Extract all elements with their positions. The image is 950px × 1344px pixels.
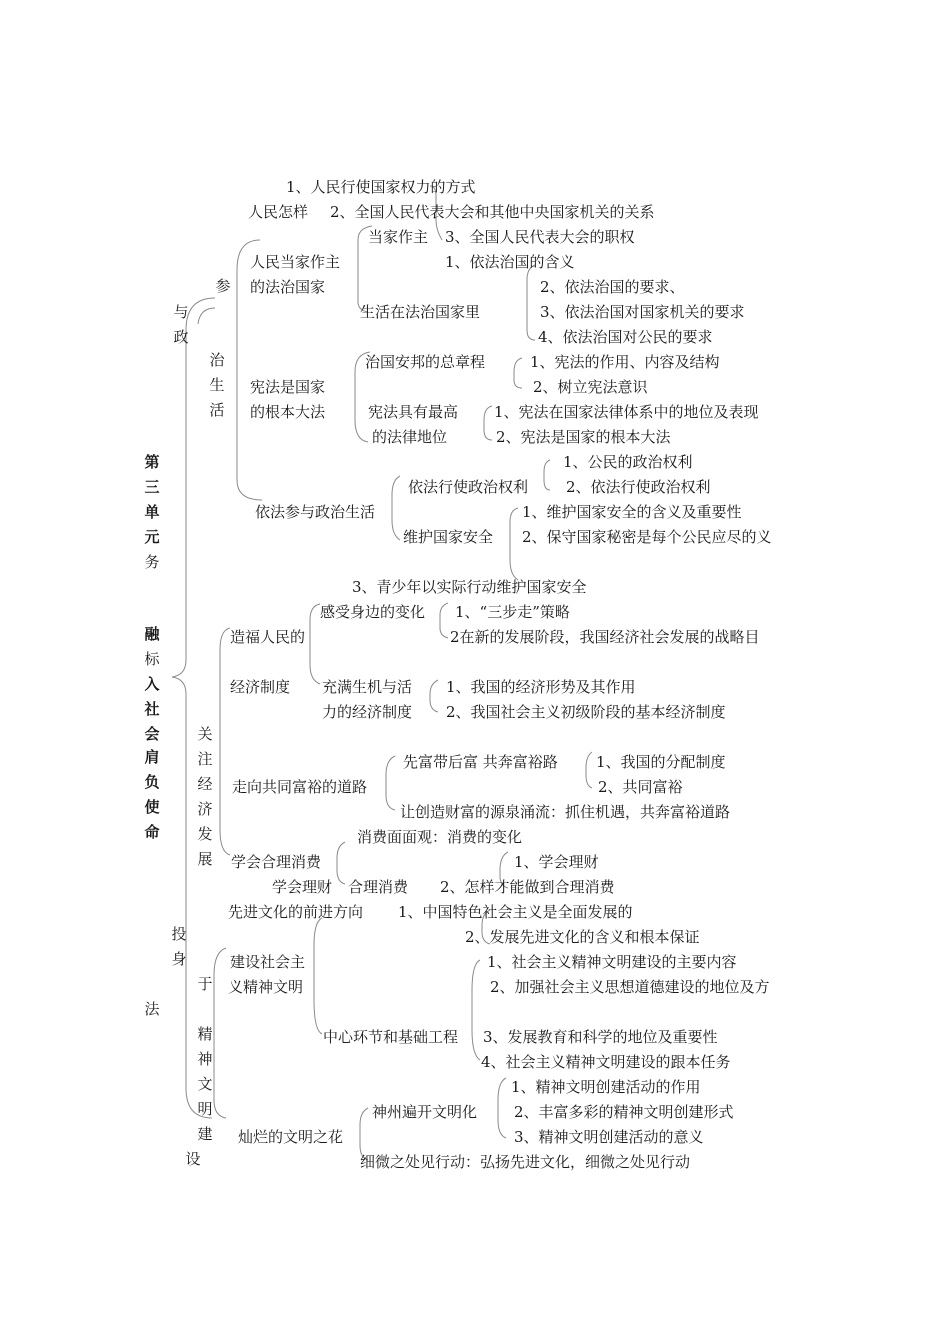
unit-title-biao: 标: [144, 650, 160, 668]
node: 依法行使政治权利: [408, 478, 529, 496]
node: 1、人民行使国家权力的方式: [286, 178, 476, 196]
brace-zuigao: [484, 406, 492, 440]
node: 经济制度: [230, 678, 291, 696]
node: 先进文化的前进方向: [228, 903, 364, 921]
node: 让创造财富的源泉涌流：抓住机遇，共奔富裕道路: [400, 803, 731, 821]
brace-xianfu: [586, 752, 592, 788]
brace-canyu: [392, 476, 400, 540]
node: 2、依法行使政治权利: [566, 478, 711, 496]
node: 充满生机与活: [322, 678, 413, 696]
node: 中心环节和基础工程: [323, 1028, 459, 1046]
unit-title-rushehui: 入 社 会: [144, 675, 160, 743]
node: 2、共同富裕: [598, 778, 683, 796]
node: 4、依法治国对公民的要求: [538, 328, 713, 346]
section3-toushen: 投 身: [171, 925, 187, 968]
node: 造福人民的: [230, 628, 306, 646]
unit-title-fa: 法: [144, 1000, 160, 1018]
unit-title-rong: 融: [144, 625, 160, 643]
node: 3、依法治国对国家机关的要求: [540, 303, 745, 321]
brace-anquan: [510, 508, 518, 580]
node: 1、精神文明创建活动的作用: [511, 1078, 701, 1096]
node: 1、我国的经济形势及其作用: [446, 678, 636, 696]
node: 4、社会主义精神文明建设的跟本任务: [481, 1053, 731, 1071]
node: 依法参与政治生活: [255, 503, 376, 521]
brace-xiaofei: [337, 842, 345, 884]
node: 1、依法治国的含义: [445, 253, 575, 271]
node: 3、全国人民代表大会的职权: [445, 228, 635, 246]
brace-fazhi: [527, 265, 535, 340]
node: 人民怎样: [248, 203, 309, 221]
brace-bianhua: [440, 603, 448, 638]
node: 2、依法治国的要求、: [540, 278, 685, 296]
section3-title: 精 神 文 明 建: [197, 1025, 213, 1143]
node: 1、宪法的作用、内容及结构: [530, 353, 720, 371]
node: 的法治国家: [250, 278, 326, 296]
unit-title-jianfu: 肩 负 使 命: [144, 748, 160, 841]
section3-yu: 于: [197, 975, 213, 993]
node: 2在新的发展阶段，我国经济社会发展的战略目: [450, 628, 760, 646]
node: 2、丰富多彩的精神文明创建形式: [514, 1103, 734, 1121]
node: 2、宪法是国家的根本大法: [496, 428, 671, 446]
node: 2、加强社会主义思想道德建设的地位及方: [490, 978, 770, 996]
node: 的根本大法: [250, 403, 326, 421]
node: 当家作主: [368, 228, 429, 246]
brace-zhongxin: [472, 960, 480, 1060]
brace-jingshen: [314, 918, 322, 1034]
brace-zhangcheng: [514, 358, 522, 388]
node: 维护国家安全: [403, 528, 494, 546]
brace-shenzhou: [498, 1078, 506, 1138]
node: 力的经济制度: [322, 703, 413, 721]
section1-yu: 与: [173, 303, 189, 321]
node: 学会合理消费: [231, 853, 322, 871]
node: 人民当家作主: [250, 253, 341, 271]
brace-section-2: [220, 628, 230, 855]
section1-can: 参: [215, 277, 231, 295]
node: 1、社会主义精神文明建设的主要内容: [487, 953, 737, 971]
node: 3、发展教育和科学的地位及重要性: [483, 1028, 718, 1046]
section1-zhishenghuo: 治 生 活: [209, 351, 225, 419]
node: 细微之处见行动：弘扬先进文化，细微之处见行动: [360, 1153, 691, 1171]
brace-section-3: [214, 948, 226, 1118]
brace-fuyu: [386, 756, 395, 810]
node: 2、发展先进文化的含义和根本保证: [465, 928, 700, 946]
brace-zaofu: [310, 604, 320, 684]
node: 1、学会理财: [514, 853, 599, 871]
brace-tick-1: [198, 308, 215, 324]
section3-title-she: 设: [185, 1150, 201, 1168]
node: 合理消费: [348, 878, 409, 896]
node: 1、宪法在国家法律体系中的地位及表现: [494, 403, 759, 421]
node: 宪法是国家: [250, 378, 326, 396]
node: 1、“三步走”策略: [455, 603, 570, 621]
node: 神州遍开文明化: [372, 1103, 478, 1121]
node: 先富带后富 共奔富裕路: [403, 753, 558, 771]
node: 1、维护国家安全的含义及重要性: [522, 503, 742, 521]
node: 宪法具有最高: [368, 403, 459, 421]
node: 1、中国特色社会主义是全面发展的: [398, 903, 633, 921]
node: 2、树立宪法意识: [533, 378, 648, 396]
section1-zheng: 政: [173, 328, 189, 346]
node: 3、精神文明创建活动的意义: [514, 1128, 704, 1146]
section2-title: 关 注 经 济 发 展: [197, 725, 213, 868]
node: 的法律地位: [372, 428, 448, 446]
node: 感受身边的变化: [320, 603, 426, 621]
node: 2、保守国家秘密是每个公民应尽的义: [522, 528, 772, 546]
node: 2、怎样才能做到合理消费: [440, 878, 615, 896]
node: 走向共同富裕的道路: [232, 778, 368, 796]
node: 1、我国的分配制度: [596, 753, 726, 771]
brace-quanli: [544, 460, 550, 490]
node: 消费面面观：消费的变化: [357, 828, 523, 846]
unit-title-vertical: 第 三 单 元: [144, 453, 160, 546]
brace-zhidu: [430, 680, 438, 712]
unit-title-wu: 务: [144, 553, 160, 571]
node: 2、全国人民代表大会和其他中央国家机关的关系: [330, 203, 655, 221]
node: 生活在法治国家里: [360, 303, 481, 321]
node: 灿烂的文明之花: [238, 1128, 344, 1146]
node: 学会理财: [272, 878, 333, 896]
node: 2、我国社会主义初级阶段的基本经济制度: [446, 703, 726, 721]
node: 义精神文明: [228, 978, 304, 996]
node: 建设社会主: [230, 953, 306, 971]
node: 1、公民的政治权利: [563, 453, 693, 471]
node: 3、青少年以实际行动维护国家安全: [352, 578, 587, 596]
node: 治国安邦的总章程: [365, 353, 486, 371]
